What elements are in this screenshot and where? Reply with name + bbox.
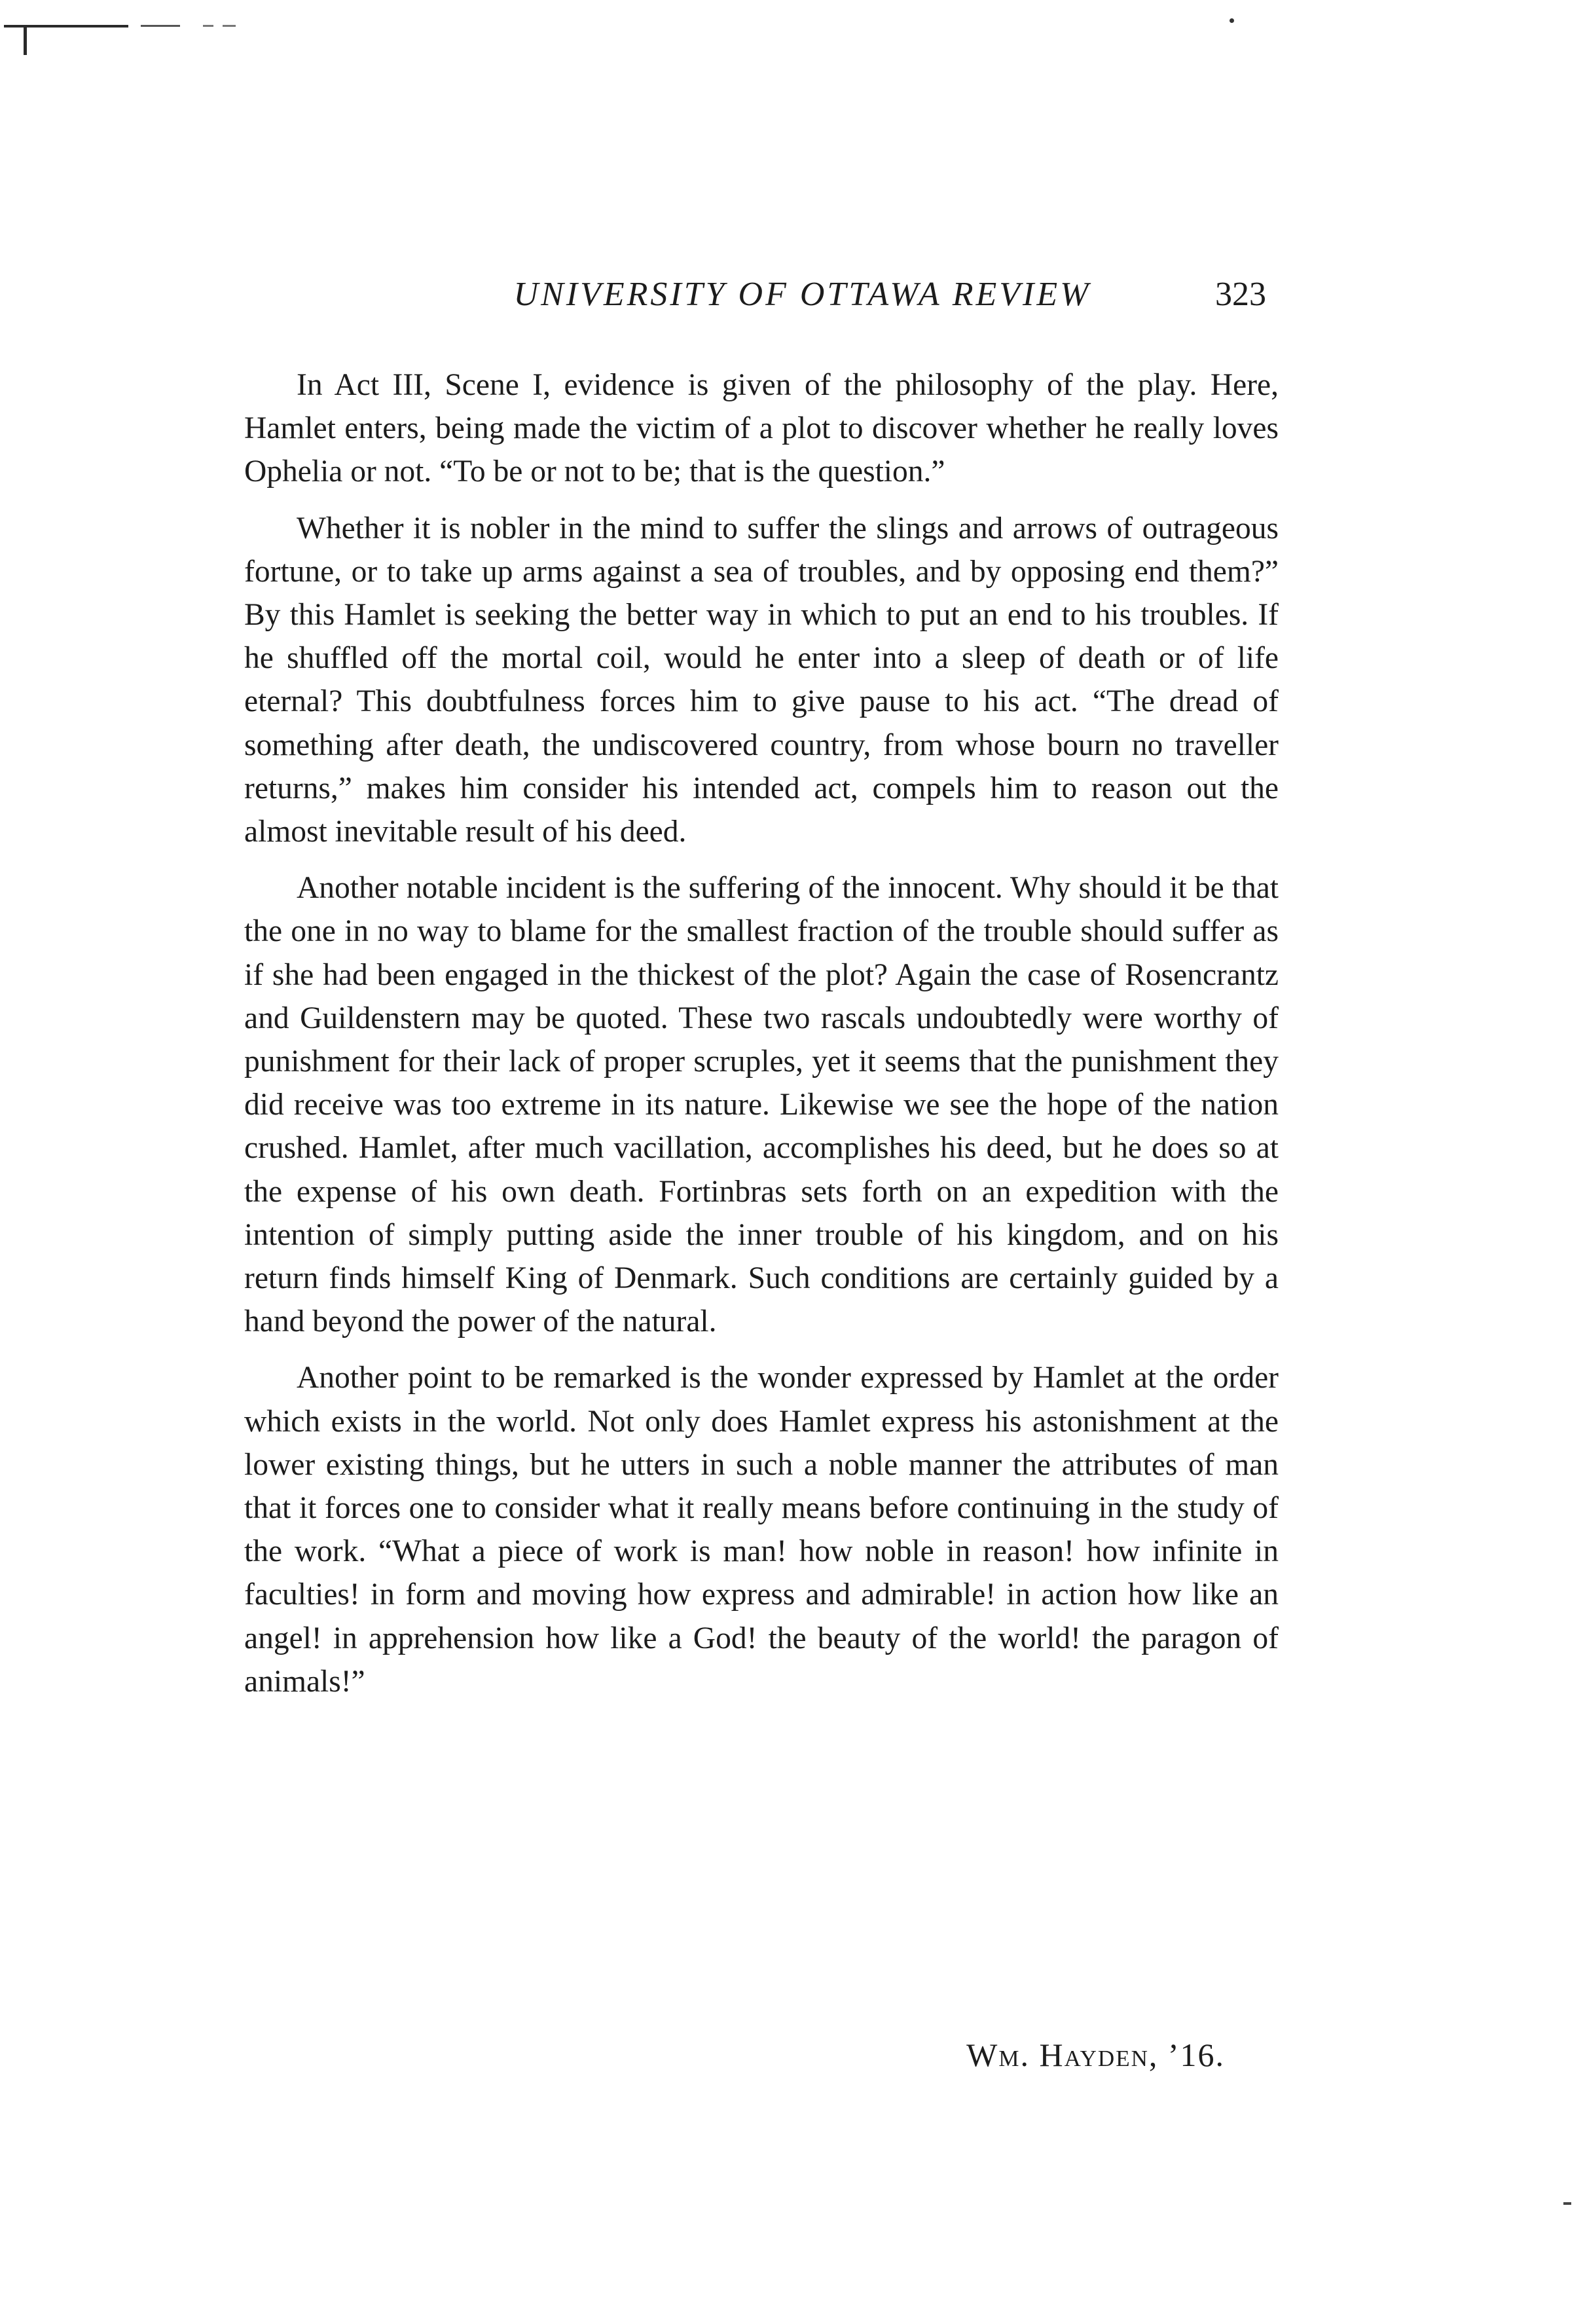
scan-artifact-mark <box>1563 2202 1571 2205</box>
scan-artifact-dash <box>223 25 236 27</box>
scan-artifact-dash <box>203 25 213 27</box>
paragraph: Another notable incident is the suffering of the innocent. Why should it be that the one in no way to blame for the smallest fraction of the trouble should suffer as if she had been engaged in the thickest of the plot? Again the case of Rosencrantz and Guildenstern may be quoted. These two rascals undoubtedly were worthy of punishment for their lack of proper scruples, yet it seems that the punishment they did receive was too extreme in its nature. Likewise we see the hope of the nation crushed. Hamlet, after much vacillation, accomplishes his deed, but he does so at the expense of his own death. Fortinbras sets forth on an expedition with the intention of simply putting aside the inner trouble of his kingdom, and on his return finds himself King of Denmark. Such conditions are certainly guided by a hand beyond the power of the natural. <box>244 871 1279 1339</box>
paragraph: Another point to be remarked is the wonder expressed by Hamlet at the order which exists in the world. Not only does Hamlet express his astonishment at the lower existing things, but he utters in such a noble manner the attributes of man that it forces one to consider what it really means before continuing in the study of the work. “What a piece of work is man! how noble in reason! how infinite in faculties! in form and moving how express and admirable! in action how like an angel! in apprehension how like a God! the beauty of the world! the paragon of animals!” <box>244 1361 1279 1699</box>
paragraph: In Act III, Scene I, evidence is given of the philosophy of the play. Here, Hamlet enters, being made the victim of a plot to discover whether he really loves Ophelia or not. “To be or not to be; that is the question.” <box>244 368 1279 489</box>
scan-artifact-dot <box>1230 18 1234 23</box>
article-body <box>244 363 1279 1716</box>
paragraph: Whether it is nobler in the mind to suffer the slings and arrows of outrageous fortune, or to take up arms against a sea of troubles, and by opposing end them?” By this Hamlet is seeking the better way in which to put an end to his troubles. If he shuffled off the mortal coil, would he enter into a sleep of death or of life eternal? This doubtfulness forces him to give pause to his act. “The dread of something after death, the undiscovered country, from whose bourn no traveller returns,” makes him consider his intended act, compels him to reason out the almost inevitable result of his deed. <box>244 511 1279 849</box>
running-title: UNIVERSITY OF OTTAWA REVIEW <box>513 276 1091 313</box>
scan-artifact-tick <box>24 28 27 55</box>
page-number: 323 <box>1215 276 1266 313</box>
author-signature: Wm. Hayden, ’16. <box>966 2037 1225 2073</box>
scan-artifact-dash <box>141 25 180 27</box>
scan-artifact-rule <box>4 25 128 28</box>
running-head <box>0 268 1585 321</box>
